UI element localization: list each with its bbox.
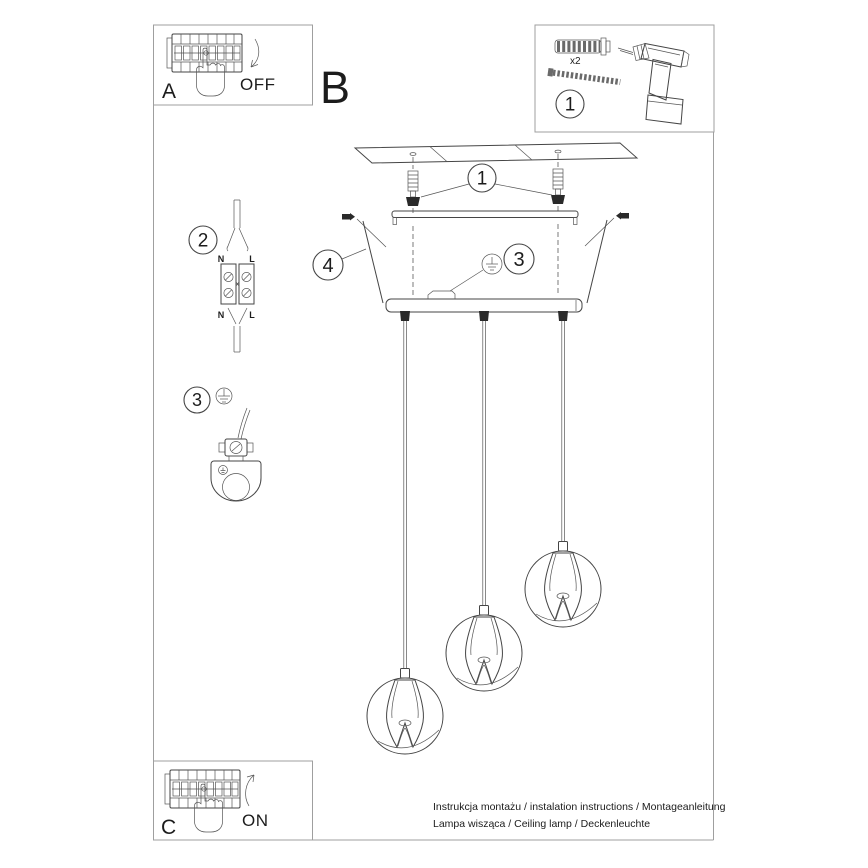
callout-3-leader xyxy=(450,270,483,291)
mounting-screw-right xyxy=(551,169,565,204)
breaker-panel-icon xyxy=(165,770,240,832)
off-label: OFF xyxy=(240,75,276,94)
off-arrow-icon xyxy=(251,39,259,67)
step-number-3: 3 xyxy=(191,390,203,410)
callout-4-number: 4 xyxy=(322,255,334,277)
pendant-cable xyxy=(404,321,407,669)
terminal-block-icon xyxy=(221,264,254,304)
quantity-label: x2 xyxy=(570,56,581,67)
callout-1-leader-right xyxy=(495,184,552,195)
ground-tab xyxy=(428,291,455,299)
callout-4-leader xyxy=(342,249,366,259)
parts-box xyxy=(535,25,714,132)
l-label-top: L xyxy=(249,254,255,264)
box-c-label: C xyxy=(161,816,177,839)
section-label-b: B xyxy=(320,62,351,113)
breaker-panel-icon xyxy=(167,34,242,96)
mains-cable-top xyxy=(227,200,248,251)
lamp-bracket-icon xyxy=(211,461,261,501)
ground-wire xyxy=(238,408,250,439)
pendant-lamp xyxy=(446,606,522,692)
pendant-cable xyxy=(483,321,486,606)
breaker-box-a xyxy=(154,25,313,105)
mounting-strap xyxy=(392,211,578,225)
footer-subtitle: Lampa wisząca / Ceiling lamp / Deckenleuchte xyxy=(433,818,651,830)
canopy xyxy=(363,220,607,312)
ground-step xyxy=(184,387,261,501)
pendant-lamp xyxy=(367,669,443,755)
callout-3-number: 3 xyxy=(513,249,525,271)
cable-clamp-icon xyxy=(219,439,253,461)
side-screw-left xyxy=(342,213,386,247)
on-label: ON xyxy=(242,811,269,830)
wiring-step xyxy=(189,200,255,352)
ceiling-diagram xyxy=(313,143,637,754)
canopy-base-plate xyxy=(386,299,582,312)
pendant-lamp xyxy=(525,542,601,628)
fixture-cable-bottom xyxy=(228,308,247,352)
wall-plug-icon xyxy=(555,38,610,55)
parts-number: 1 xyxy=(564,94,576,116)
box-a-label: A xyxy=(162,80,177,103)
n-label-bottom: N xyxy=(217,310,225,320)
n-label-top: N xyxy=(217,254,225,264)
on-arrow-icon xyxy=(246,775,254,806)
callout-1-leader-left xyxy=(421,184,469,197)
cable-grip xyxy=(479,311,489,321)
cable-grip xyxy=(558,311,568,321)
cable-grip xyxy=(400,311,410,321)
breaker-box-c xyxy=(154,761,313,840)
callout-1-number: 1 xyxy=(476,168,488,190)
mounting-screw-left xyxy=(406,171,420,206)
drill-icon xyxy=(618,44,689,125)
l-label-bottom: L xyxy=(249,310,255,320)
ceiling-panel xyxy=(355,143,637,163)
side-screw-right xyxy=(585,212,629,246)
screw-icon xyxy=(547,68,620,86)
pendant-cable xyxy=(562,321,565,542)
footer-title: Instrukcja montażu / instalation instructions / Montageanleitung xyxy=(433,801,726,813)
step-number-2: 2 xyxy=(197,230,209,252)
